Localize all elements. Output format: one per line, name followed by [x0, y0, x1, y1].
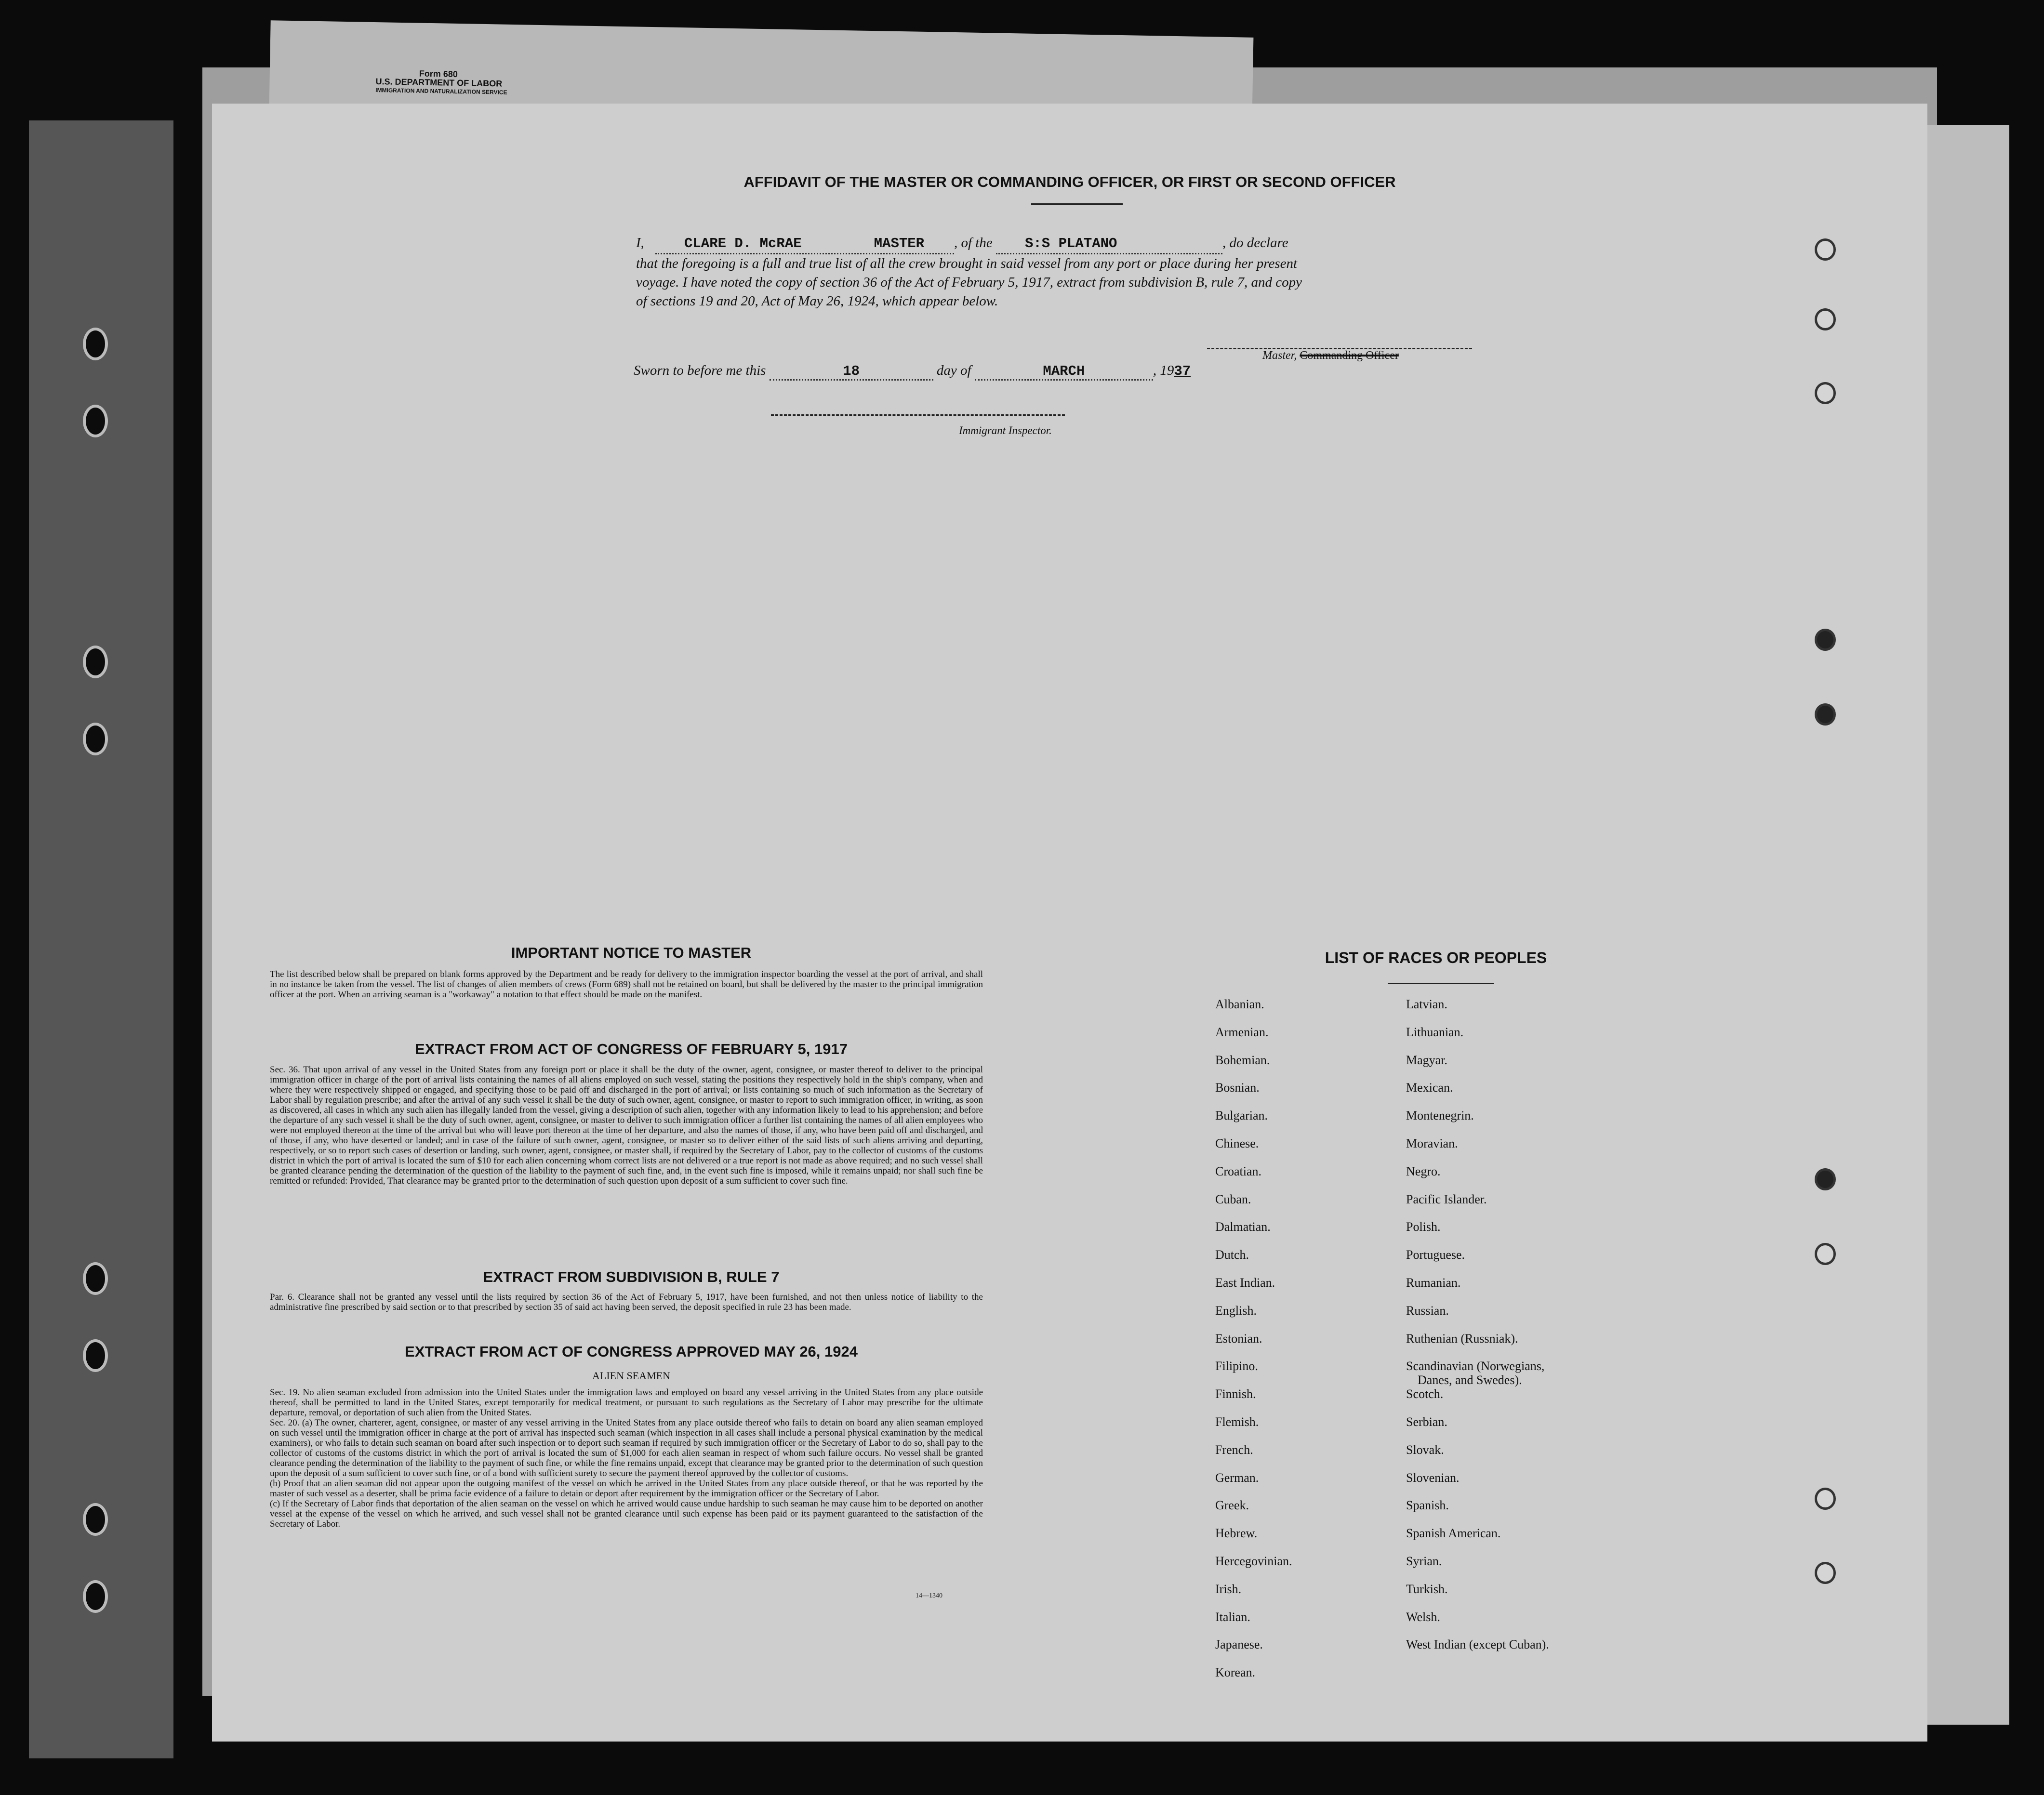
punch-hole	[83, 405, 108, 437]
race-entry: Magyar.	[1406, 1053, 1447, 1067]
race-entry: Montenegrin.	[1406, 1109, 1474, 1123]
race-entry: Scotch.	[1406, 1387, 1444, 1401]
sworn-year: 37	[1174, 363, 1191, 379]
race-entry: Finnish.	[1215, 1387, 1256, 1401]
race-entry: Russian.	[1406, 1303, 1449, 1318]
inspector-label: Immigrant Inspector.	[959, 424, 1052, 436]
race-entry: East Indian.	[1215, 1276, 1275, 1290]
punch-hole	[1815, 308, 1836, 330]
punch-hole	[1815, 1488, 1836, 1510]
extract-1917-text: Sec. 36. That upon arrival of any vessel in the United States from any foreign port or place it shall be the duty of the owner, agent, consignee, or master thereof to deliver to the principal immigration officer in charge of the port of arrival lists containing the names of all aliens employed on such vessel, stating the positions they respectively hold in the ship's company, when and where they were respectively shipped or engaged, and specifying those to be paid off and discharged in the port of arrival; or lists containing so much of such information as the Secretary of Labor shall by regulation prescribe; and after the arrival of any such vessel it shall be the duty of such owner, agent, consignee, or master to report to such immigration officer, in writing, as soon as discovered, all cases in which any such alien has illegally landed from the vessel, giving a description of such alien, together with any information likely to lead to his apprehension; and before the departure of any such vessel it shall be the duty of such owner, agent, consignee, or master to deliver to such immigration officer a further list containing the names of all alien employees who were not employed thereon at the time of the arrival but who will leave port thereon at the time of her departure, and also the names of those, if any, who have been paid off and discharged, and of those, if any, who have deserted or landed; and in case of the failure of such owner, agent, consignee, or master so to deliver either of the said lists of such aliens arriving and departing, respectively, or so to report such cases of desertion or landing, such owner, agent, consignee, or master shall, if required by the Secretary of Labor, pay to the collector of customs of the customs district in which the port of arrival is located the sum of $10 for each alien concerning whom correct lists are not delivered or a true report is not made as above required; and no such vessel shall be granted clearance pending the determination of the question of the liability to the payment of such fine, and, in the event such fine is imposed, while it remains unpaid; nor shall such fine be remitted or refunded: Provided, That clearance may be granted prior to the determination of such question upon deposit of a sum sufficient to cover such fine.	[270, 1065, 983, 1186]
alien-seamen-subtitle: ALIEN SEAMEN	[592, 1370, 670, 1382]
extract-rule7-title: EXTRACT FROM SUBDIVISION B, RULE 7	[483, 1268, 780, 1285]
race-entry: English.	[1215, 1303, 1257, 1318]
race-entry: Mexican.	[1406, 1081, 1453, 1095]
race-entry: Slovak.	[1406, 1442, 1444, 1457]
race-entry: Spanish.	[1406, 1498, 1449, 1513]
punch-hole	[1815, 1168, 1836, 1190]
extract-1924-text: Sec. 19. No alien seaman excluded from admission into the United States under the immigration laws and employed on board any vessel arriving in the United States from any place outside thereof, shall be permitted to land in the United States, except temporarily for medical treatment, or pursuant to such regulations as the Secretary of Labor may prescribe for the ultimate departure, removal, or deportation of such alien from the United States. Sec. 20. (a) The owner, charterer, agent, consignee, or master of any vessel arriving in the United States from any place outside thereof who fails to detain on board any alien seaman employed on such vessel until the immigration officer in charge at the port of arrival has inspected such seaman (which inspection in all cases shall include a personal physical examination by the medical examiners), or who fails to detain such seaman on board after such inspection or to deport such seaman if required by such immigration officer or the Secretary of Labor to do so, shall pay to the collector of customs of the customs district in which the port of arrival is located the sum of $1,000 for each alien seaman in respect of whom such failure occurs. No vessel shall be granted clearance pending the determination of the liability to the payment of such fine, or while the fine remains unpaid, except that clearance may be granted prior to the determination of such question upon the deposit of a sum sufficient to cover such fine, or of a bond with sufficient surety to secure the payment thereof approved by the collector of customs. (b) Proof that an alien seaman did not appear upon the outgoing manifest of the vessel on which he arrived in the United States from any place outside thereof, or that he was reported by the master of such vessel as a deserter, shall be prima facie evidence of a failure to detain or deport after requirement by the immigration officer or the Secretary of Labor. (c) If the Secretary of Labor finds that deportation of the alien seaman on the vessel on which he arrived would cause undue hardship to such seaman he may cause him to be deported on another vessel at the expense of the vessel on which he arrived, and such vessel shall not be granted clearance until such expense has been paid or its payment guaranteed to the satisfaction of the Secretary of Labor.	[270, 1387, 983, 1529]
punch-hole	[83, 646, 108, 678]
race-entry: Danes, and Swedes).	[1418, 1373, 1522, 1387]
divider	[1388, 983, 1494, 984]
race-entry: Hebrew.	[1215, 1526, 1258, 1541]
vessel-name: S:S PLATANO	[1025, 236, 1117, 251]
punch-hole	[83, 1503, 108, 1536]
race-entry: Flemish.	[1215, 1415, 1259, 1429]
race-entry: Portuguese.	[1406, 1248, 1465, 1262]
notice-title: IMPORTANT NOTICE TO MASTER	[511, 944, 752, 961]
print-code: 14—1340	[916, 1592, 942, 1599]
race-entry: Irish.	[1215, 1582, 1242, 1596]
race-entry: German.	[1215, 1470, 1259, 1485]
race-entry: Bosnian.	[1215, 1081, 1260, 1095]
race-entry: Ruthenian (Russniak).	[1406, 1331, 1518, 1346]
race-entry: Japanese.	[1215, 1637, 1263, 1652]
race-entry: West Indian (except Cuban).	[1406, 1637, 1549, 1652]
sworn-line: Sworn to before me this 18 day of MARCH , 1937	[634, 363, 1191, 381]
punch-hole	[1815, 382, 1836, 404]
race-entry: Scandinavian (Norwegians,	[1406, 1359, 1545, 1373]
extract-rule7-text: Par. 6. Clearance shall not be granted any vessel until the lists required by section 36 of the Act of February 5, 1917, have been furnished, and not then unless notice of liability to the administrative fine prescribed by said section or to that prescribed by section 35 of said act having been served, the deposit specified in rule 23 has been made.	[270, 1292, 983, 1312]
race-entry: Rumanian.	[1406, 1276, 1461, 1290]
race-entry: Chinese.	[1215, 1136, 1259, 1150]
master-name: CLARE D. McRAE	[684, 236, 802, 251]
race-entry: French.	[1215, 1442, 1253, 1457]
race-entry: Albanian.	[1215, 997, 1264, 1011]
race-entry: Polish.	[1406, 1220, 1441, 1234]
form-header: Form 680 U.S. DEPARTMENT OF LABOR IMMIGRATION AND NATURALIZATION SERVICE	[375, 68, 507, 96]
race-entry: Armenian.	[1215, 1025, 1269, 1039]
race-entry: Greek.	[1215, 1498, 1249, 1513]
race-entry: Lithuanian.	[1406, 1025, 1464, 1039]
race-entry: Negro.	[1406, 1164, 1441, 1178]
extract-1924-title: EXTRACT FROM ACT OF CONGRESS APPROVED MAY 26, 1924	[405, 1343, 858, 1360]
race-entry: Welsh.	[1406, 1610, 1440, 1624]
punch-hole	[1815, 1562, 1836, 1584]
race-entry: Bohemian.	[1215, 1053, 1270, 1067]
inspector-signature-line	[771, 414, 1065, 416]
race-entry: Italian.	[1215, 1610, 1250, 1624]
affidavit-page	[212, 104, 1927, 1742]
race-entry: Dutch.	[1215, 1248, 1249, 1262]
race-entry: Pacific Islander.	[1406, 1192, 1487, 1206]
sworn-day: 18	[843, 363, 860, 379]
punch-hole	[1815, 629, 1836, 651]
punch-hole	[83, 1339, 108, 1372]
race-entry: Slovenian.	[1406, 1470, 1460, 1485]
race-entry: Bulgarian.	[1215, 1109, 1268, 1123]
punch-hole	[1815, 1243, 1836, 1265]
race-entry: Serbian.	[1406, 1415, 1447, 1429]
affidavit-declaration: I, CLARE D. McRAE MASTER , of the S:S PLATANO , do declare that the foregoing is a full and true list of all the crew brought in said vessel from any port or place during her present voyage. I have noted the copy of section 36 of the Act of February 5, 1917, extract from subdivision B, rule 7, and copy of sections 19 and 20, Act of May 26, 1924, which appear below.	[636, 234, 1730, 311]
punch-hole	[83, 328, 108, 360]
race-entry: Dalmatian.	[1215, 1220, 1271, 1234]
punch-hole	[1815, 238, 1836, 261]
race-entry: Croatian.	[1215, 1164, 1262, 1178]
race-entry: Spanish American.	[1406, 1526, 1501, 1541]
race-entry: Syrian.	[1406, 1554, 1442, 1568]
notice-text: The list described below shall be prepared on blank forms approved by the Department and be ready for delivery to the immigration inspector boarding the vessel at the port of arrival, and shall in no instance be taken from the vessel. The list of changes of alien members of crews (Form 689) shall not be retained on board, but shall be delivered by the master to the principal immigration officer at the port. When an arriving seaman is a "workaway" a notation to that effect should be made on the manifest.	[270, 969, 983, 1000]
punch-hole	[83, 1262, 108, 1295]
race-entry: Filipino.	[1215, 1359, 1258, 1373]
punch-hole	[83, 1580, 108, 1613]
races-title: LIST OF RACES OR PEOPLES	[1325, 949, 1547, 966]
divider	[1031, 203, 1123, 205]
race-entry: Moravian.	[1406, 1136, 1458, 1150]
binder-strip	[29, 120, 173, 1758]
race-entry: Turkish.	[1406, 1582, 1448, 1596]
master-rank: MASTER	[874, 236, 925, 251]
race-entry: Estonian.	[1215, 1331, 1262, 1346]
race-entry: Hercegovinian.	[1215, 1554, 1292, 1568]
race-entry: Latvian.	[1406, 997, 1447, 1011]
race-entry: Cuban.	[1215, 1192, 1251, 1206]
sworn-month: MARCH	[1043, 363, 1085, 379]
race-entry: Korean.	[1215, 1665, 1256, 1680]
affidavit-title: AFFIDAVIT OF THE MASTER OR COMMANDING OFFICER, OR FIRST OR SECOND OFFICER	[743, 173, 1396, 190]
master-signature-label: Master, Commanding Officer	[1262, 349, 1399, 362]
punch-hole	[83, 723, 108, 755]
punch-hole	[1815, 703, 1836, 726]
extract-1917-title: EXTRACT FROM ACT OF CONGRESS OF FEBRUARY 5, 1917	[415, 1041, 848, 1057]
